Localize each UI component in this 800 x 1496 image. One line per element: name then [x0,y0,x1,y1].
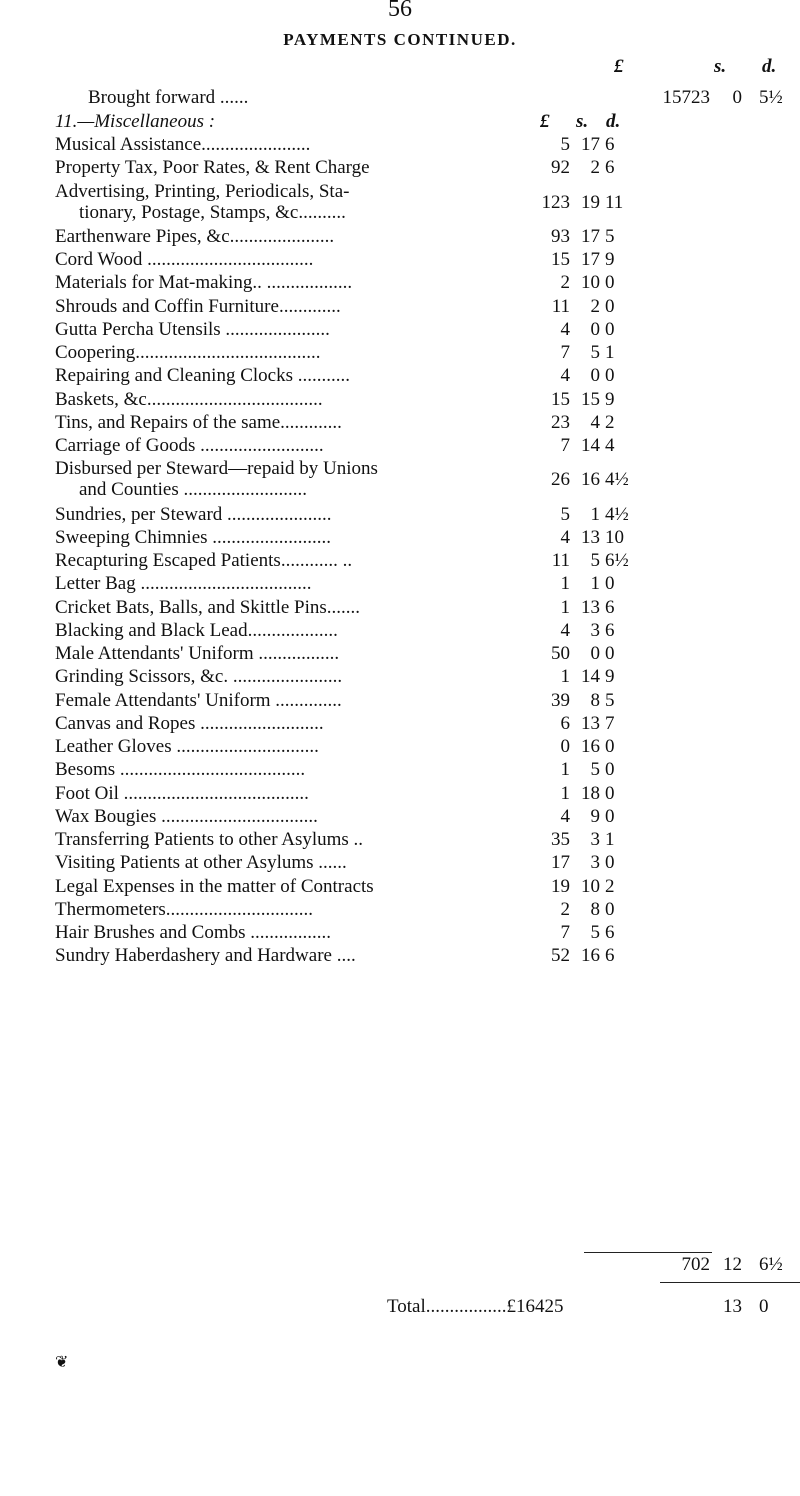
item-pounds: 92 [551,157,570,179]
item-label: Hair Brushes and Combs ................. [55,922,332,943]
item-pence: 6½ [605,550,629,571]
item-shillings: 14 [581,435,600,456]
item-shillings: 8 [590,689,600,711]
item-pence: 0 [605,898,615,920]
item-pence: 2 [605,411,615,433]
item-shillings: 5 [590,342,600,363]
item-pence: 5 [605,689,615,711]
item-label: Male Attendants' Uniform ................. [55,643,340,664]
item-label: Property Tax, Poor Rates, & Rent Charge [55,157,370,179]
subtotal-rule [584,1252,712,1253]
item-pence: 6 [605,619,615,641]
item-shillings: 1 [590,503,600,525]
item-pounds: 15 [551,249,570,270]
item-shillings: 1 [590,573,600,595]
item-pounds: 7 [560,342,570,363]
item-label: Baskets, &c..................................... [55,388,323,410]
item-pounds: 52 [551,945,570,967]
item-pounds: 17 [551,852,570,874]
inner-pounds-header: £ [540,111,550,132]
item-label: Canvas and Ropes .......................... [55,712,324,734]
item-shillings: 3 [590,829,600,850]
item-shillings: 16 [581,736,600,757]
item-label: Female Attendants' Uniform .............. [55,689,342,711]
item-pence: 4½ [605,469,629,491]
item-shillings: 8 [590,898,600,920]
item-label: Blacking and Black Lead................... [55,619,338,641]
item-pounds: 123 [541,191,570,213]
item-label: Tins, and Repairs of the same............. [55,411,342,433]
item-pounds: 19 [551,875,570,897]
item-pounds: 5 [560,134,570,155]
item-label: Sundries, per Steward ...................... [55,503,332,525]
item-shillings: 13 [581,712,600,734]
item-shillings: 15 [581,388,600,410]
item-pence: 0 [605,295,615,317]
item-shillings: 2 [590,157,600,179]
item-pence: 0 [605,805,615,827]
item-pence: 0 [605,643,615,664]
subtotal-pence: 6½ [759,1254,783,1275]
item-pence: 1 [605,829,615,850]
brought-forward-pence: 5½ [759,87,783,108]
item-shillings: 5 [590,550,600,571]
item-shillings: 3 [590,619,600,641]
item-label: Earthenware Pipes, &c...................... [55,225,335,247]
item-pounds: 0 [560,736,570,757]
item-label: Thermometers............................... [55,898,314,920]
item-pounds: 50 [551,643,570,664]
item-label: Coopering....................................... [55,342,321,363]
item-shillings: 17 [581,249,600,270]
item-shillings: 2 [590,295,600,317]
item-shillings: 13 [581,526,600,548]
item-label: Visiting Patients at other Asylums ...... [55,852,347,874]
item-shillings: 16 [581,945,600,967]
item-pence: 7 [605,712,615,734]
item-pence: 0 [605,782,615,804]
total-rule [660,1282,800,1283]
item-pence: 1 [605,342,615,363]
item-shillings: 9 [590,805,600,827]
item-shillings: 4 [590,411,600,433]
inner-shillings-header: s. [576,111,589,132]
item-label-continued: tionary, Postage, Stamps, &c.......... [79,201,346,223]
item-pounds: 4 [560,318,570,340]
total-label: Total.................£16425 [387,1296,564,1317]
item-pounds: 6 [560,712,570,734]
page-heading: PAYMENTS CONTINUED. [283,30,517,49]
item-shillings: 5 [590,922,600,943]
item-pounds: 11 [551,550,570,571]
item-label: Sundry Haberdashery and Hardware .... [55,945,356,967]
item-pounds: 11 [551,295,570,317]
item-label: Grinding Scissors, &c. ....................... [55,666,343,688]
page-number: 56 [388,0,412,22]
item-shillings: 17 [581,134,600,155]
outer-shillings-header: s. [714,56,727,77]
item-pounds: 26 [551,469,570,491]
total-pence: 0 [759,1296,769,1317]
brought-forward-label: Brought forward ...... [88,87,249,108]
item-pounds: 39 [551,689,570,711]
item-pounds: 2 [560,898,570,920]
item-pounds: 4 [560,526,570,548]
item-pence: 2 [605,875,615,897]
item-pence: 5 [605,225,615,247]
item-shillings: 3 [590,852,600,874]
item-pence: 0 [605,852,615,874]
inner-pence-header: d. [606,111,621,132]
item-pounds: 35 [551,829,570,850]
item-label: Advertising, Printing, Periodicals, Sta- [55,180,350,202]
item-pounds: 7 [560,435,570,456]
item-pounds: 93 [551,225,570,247]
item-pounds: 4 [560,619,570,641]
item-label: Gutta Percha Utensils ...................... [55,318,330,340]
item-pounds: 5 [560,503,570,525]
total-shillings: 13 [723,1296,742,1317]
item-shillings: 17 [581,225,600,247]
item-pounds: 1 [560,782,570,804]
item-label: Carriage of Goods .......................... [55,435,324,456]
item-label: Transferring Patients to other Asylums .. [55,829,364,850]
item-shillings: 18 [581,782,600,804]
subtotal-shillings: 12 [723,1254,742,1275]
item-pounds: 7 [560,922,570,943]
outer-pence-header: d. [762,56,777,77]
item-pounds: 4 [560,805,570,827]
item-label: Besoms ....................................... [55,759,306,781]
item-shillings: 14 [581,666,600,688]
item-pence: 9 [605,388,615,410]
item-pence: 6 [605,596,615,618]
item-label: Disbursed per Steward—repaid by Unions [55,458,378,480]
item-pounds: 1 [560,759,570,781]
item-label: Foot Oil ....................................... [55,782,309,804]
item-pounds: 2 [560,272,570,294]
item-label: Shrouds and Coffin Furniture............. [55,295,341,317]
item-shillings: 0 [590,318,600,340]
item-label: Legal Expenses in the matter of Contracts [55,875,374,897]
section-heading: 11.—Miscellaneous : [55,111,216,132]
item-pence: 6 [605,945,615,967]
item-pounds: 1 [560,596,570,618]
item-shillings: 10 [581,272,600,294]
item-label: Recapturing Escaped Patients............ .. [55,550,353,571]
item-label: Letter Bag .................................... [55,573,312,595]
item-pence: 6 [605,157,615,179]
subtotal-pounds: 702 [681,1254,710,1275]
item-pence: 6 [605,922,615,943]
item-pence: 0 [605,573,615,595]
item-label: Repairing and Cleaning Clocks ........... [55,365,350,387]
item-shillings: 16 [581,469,600,491]
item-pence: 0 [605,272,615,294]
item-label: Materials for Mat-making.. .................. [55,272,353,294]
item-pounds: 1 [560,573,570,595]
item-pence: 6 [605,134,615,155]
brought-forward-pounds: 15723 [662,87,710,108]
item-shillings: 0 [590,643,600,664]
item-pounds: 23 [551,411,570,433]
item-label: Cricket Bats, Balls, and Skittle Pins....... [55,596,361,618]
item-pence: 9 [605,249,615,270]
item-label: Leather Gloves .............................. [55,736,319,757]
item-pounds: 4 [560,365,570,387]
item-pence: 0 [605,365,615,387]
item-label: Wax Bougies ................................. [55,805,318,827]
item-shillings: 10 [581,875,600,897]
item-label: Sweeping Chimnies ......................... [55,526,332,548]
item-pence: 10 [605,526,624,548]
item-pence: 0 [605,736,615,757]
item-pence: 9 [605,666,615,688]
brought-forward-shillings: 0 [732,87,742,108]
item-shillings: 5 [590,759,600,781]
item-pounds: 1 [560,666,570,688]
item-pence: 0 [605,318,615,340]
outer-pounds-header: £ [614,56,624,77]
item-shillings: 0 [590,365,600,387]
item-pounds: 15 [551,388,570,410]
item-pence: 4½ [605,503,629,525]
item-label: Musical Assistance....................... [55,134,311,155]
item-pence: 4 [605,435,615,456]
item-label-continued: and Counties .......................... [79,479,307,501]
item-pence: 0 [605,759,615,781]
fleuron-mark: ❦ [55,1354,69,1371]
item-pence: 11 [605,191,624,213]
item-shillings: 19 [581,191,600,213]
item-label: Cord Wood ................................... [55,249,314,270]
item-shillings: 13 [581,596,600,618]
